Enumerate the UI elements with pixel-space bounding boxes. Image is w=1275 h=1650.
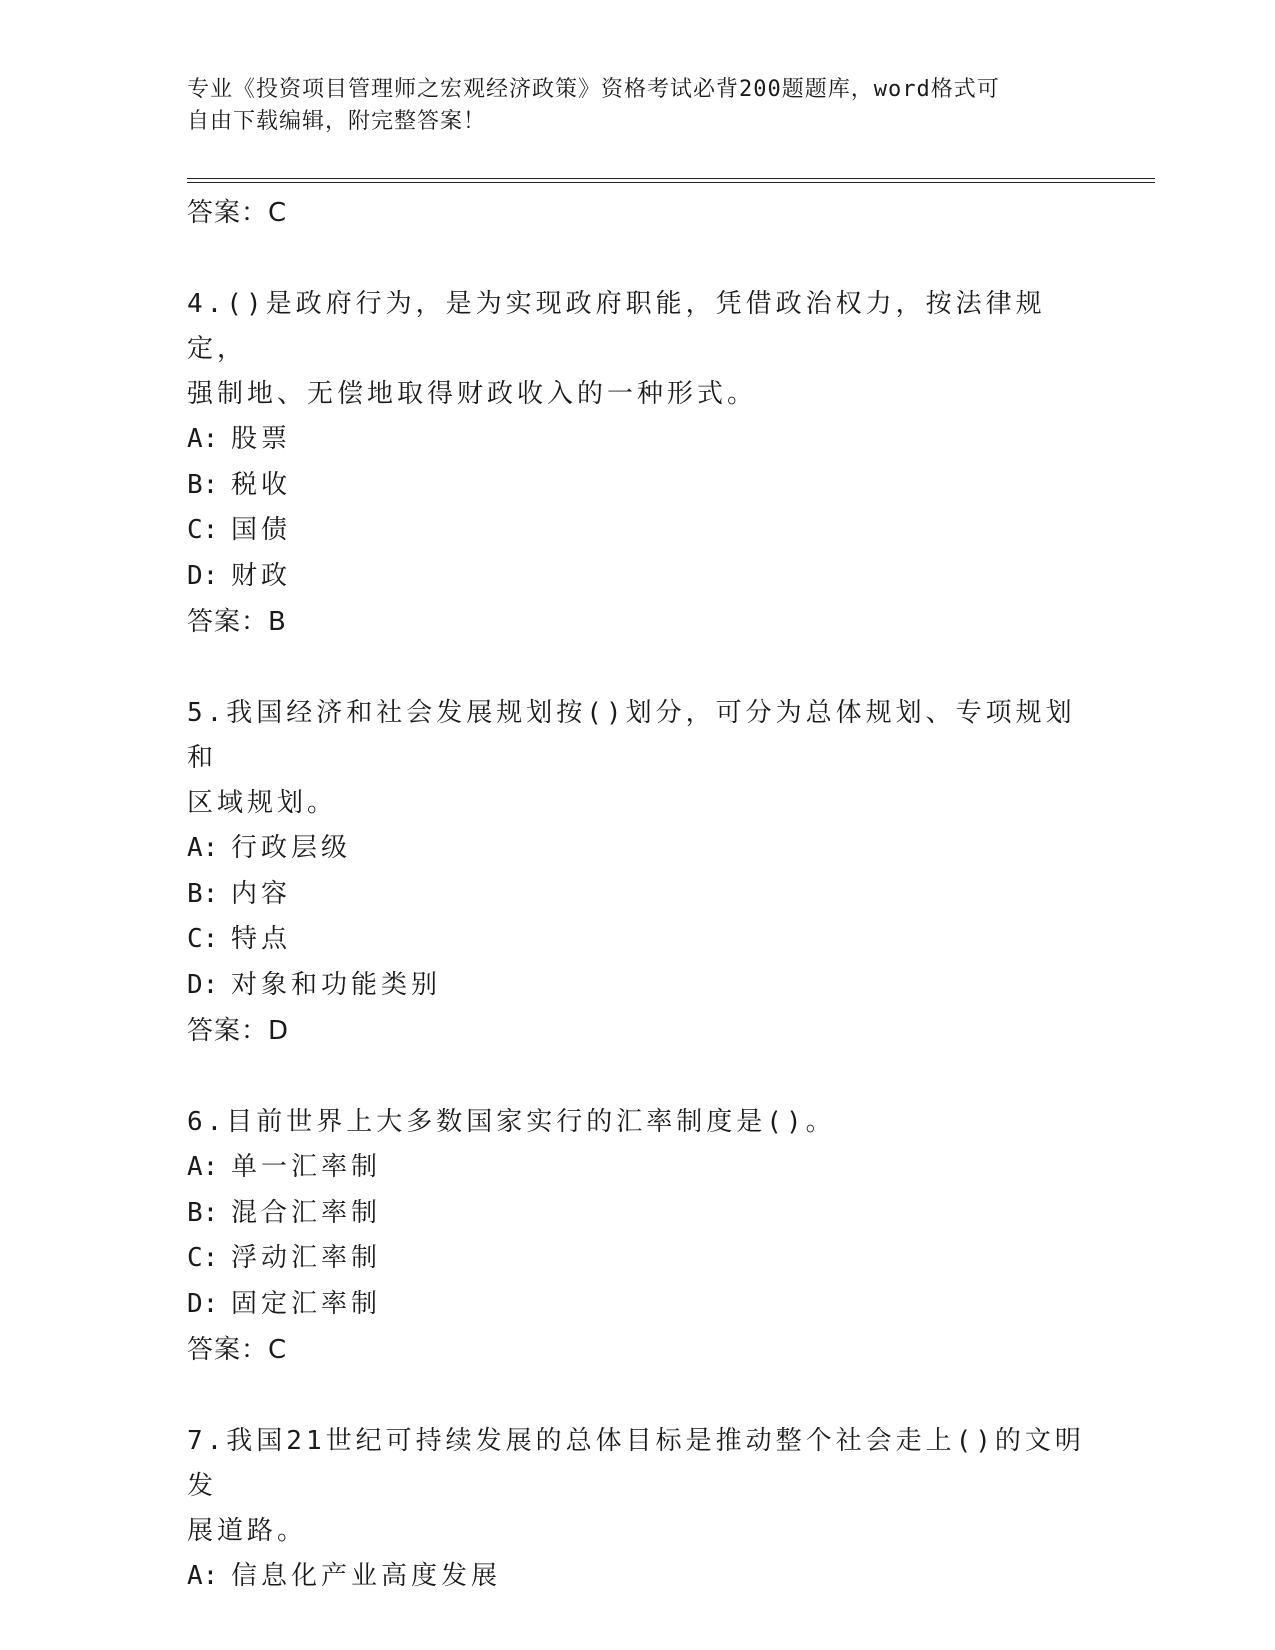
- question-4-option-a: A: 股票: [187, 424, 292, 454]
- question-5-option-c: C: 特点: [187, 924, 292, 954]
- question-7: [187, 1419, 1087, 1600]
- question-4-line-1: 4.()是政府行为，是为实现政府职能，凭借政治权力，按法律规定，: [187, 289, 1046, 364]
- question-7-line-2: 展道路。: [187, 1516, 308, 1546]
- question-4-line-2: 强制地、无偿地取得财政收入的一种形式。: [187, 379, 758, 409]
- question-4-option-b: B: 税收: [187, 469, 292, 500]
- question-6-option-a: A: 单一汇率制: [187, 1152, 382, 1182]
- document-header: [187, 74, 1077, 138]
- answer-6: 答案：C: [187, 1335, 288, 1365]
- question-4: [187, 282, 1087, 645]
- answer-4: 答案：B: [187, 607, 287, 637]
- question-4-option-c: C: 国债: [187, 515, 292, 545]
- question-5-option-a: A: 行政层级: [187, 833, 352, 863]
- question-6: [187, 1100, 1087, 1373]
- answer-5: 答案：D: [187, 1016, 290, 1046]
- header-line-2: 自由下载编辑，附完整答案！: [187, 109, 487, 134]
- header-divider: [187, 178, 1155, 183]
- header-line-1: 专业《投资项目管理师之宏观经济政策》资格考试必背200题题库，word格式可: [187, 77, 1000, 102]
- answer-3: 答案：C: [187, 198, 288, 228]
- question-7-line-1: 7.我国21世纪可持续发展的总体目标是推动整个社会走上()的文明发: [187, 1426, 1085, 1501]
- question-6-line-1: 6.目前世界上大多数国家实行的汇率制度是()。: [187, 1107, 836, 1137]
- question-5-option-b: B: 内容: [187, 878, 292, 909]
- question-5-line-2: 区域规划。: [187, 788, 338, 818]
- question-4-option-d: D: 财政: [187, 560, 292, 591]
- question-6-option-c: C: 浮动汇率制: [187, 1243, 382, 1273]
- question-5-line-1: 5.我国经济和社会发展规划按()划分，可分为总体规划、专项规划和: [187, 698, 1076, 773]
- question-7-option-a: A: 信息化产业高度发展: [187, 1561, 502, 1591]
- question-6-option-d: D: 固定汇率制: [187, 1288, 382, 1319]
- question-6-option-b: B: 混合汇率制: [187, 1197, 382, 1228]
- question-5-option-d: D: 对象和功能类别: [187, 969, 442, 1000]
- question-5: [187, 691, 1087, 1054]
- question-list: [187, 190, 1087, 1600]
